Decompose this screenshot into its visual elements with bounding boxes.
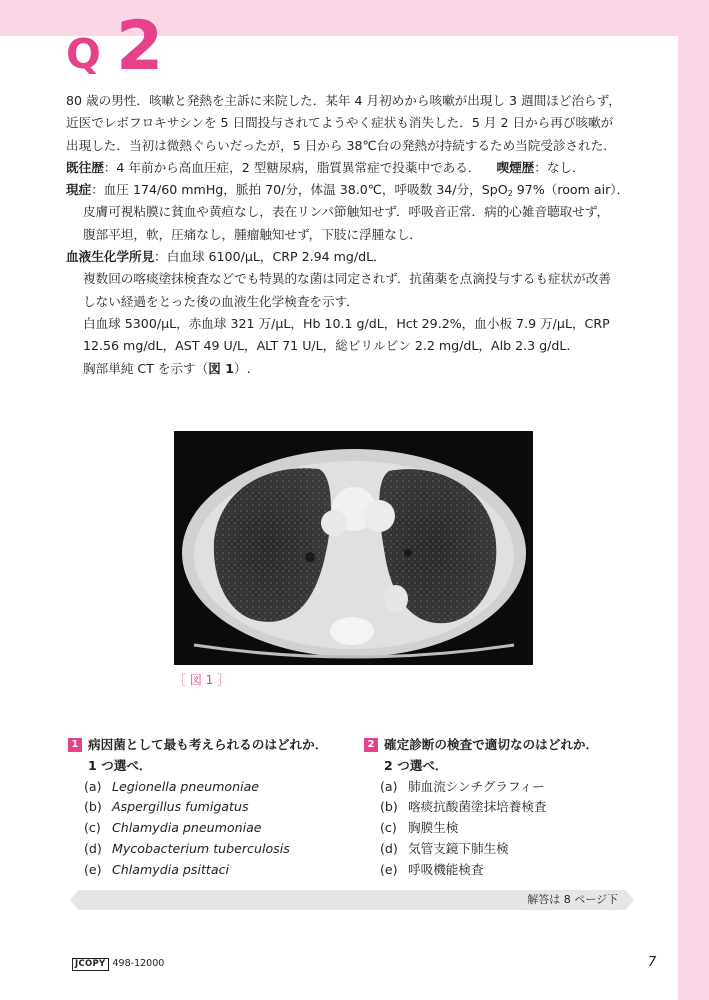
option-key: (d) [84,840,102,856]
present-line [66,179,656,201]
option-text: 胸膜生検 [408,820,459,836]
history-label: 既往歴 [66,159,104,175]
question-1 [68,735,358,881]
option-text: Aspergillus fumigatus [112,799,249,815]
lab-label: 血液生化学所見 [66,249,155,265]
present-label: 現症 [66,182,92,198]
present-detail-1: 皮膚可視粘膜に貧血や黄疸なし，表在リンパ節触知せず．呼吸音正常．病的心雑音聴取せず， [83,204,610,220]
option-text: Chlamydia psittaci [112,861,229,877]
footer-code [72,958,164,971]
case-line-2: 近医でレボフロキサシンを 5 日間投与されてようやく症状も消失した．5 月 2 日から再び咳嗽が [66,115,614,131]
answer-note: 解答は 8 ページ下 [527,893,618,906]
option-text: 肺血流シンチグラフィー [408,778,545,794]
option-text: Chlamydia pneumoniae [112,820,262,836]
option-text: Legionella pneumoniae [112,778,260,794]
ct-text-figure: 図 1 [208,360,234,376]
option-key: (c) [84,820,101,836]
option-key: (c) [380,820,397,836]
answer-note-bar [70,890,634,910]
question-2-option [364,839,664,860]
present-text-1: ：血圧 174/60 mmHg，脈拍 70/分，体温 38.0℃，呼吸数 34/分，SpO [91,182,508,198]
question-1-option [68,860,358,881]
q-number: 2 [116,7,164,86]
side-decorative-band [678,0,709,1000]
chest-ct-image [174,431,533,665]
option-text: 喀痰抗酸菌塗抹培養検査 [408,799,547,815]
option-key: (b) [380,799,398,815]
figure-caption: ［ 図 1 ］ [174,673,230,687]
question-1-option [68,777,358,798]
question-1-option [68,818,358,839]
ct-text-2: ）. [234,360,251,376]
book-code: 498-12000 [112,958,165,969]
option-text: 呼吸機能検査 [408,861,484,877]
ct-text-1: 胸部単純 CT を示す（ [83,360,209,376]
lab-line [66,246,656,268]
question-1-line-1: 病因菌として最も考えられるのはどれか． [88,737,328,752]
q-letter: Q [66,30,101,78]
option-key: (a) [380,778,398,794]
option-key: (a) [84,778,102,794]
option-key: (e) [380,861,398,877]
present-text-2: 97%（room air）． [512,182,630,198]
case-line-3: 出現した．当初は微熱ぐらいだったが，5 日から 38℃台の発熱が持続するため当院受診された． [66,137,616,153]
lab-detail-4: 12.56 mg/dL，AST 49 U/L，ALT 71 U/L，総ビリルビン 2.2 mg/dL，Alb 2.3 g/dL. [83,338,571,354]
option-text: Mycobacterium tuberculosis [112,840,290,856]
smoking-text: ：なし． [534,159,585,175]
smoking-label: 喫煙歴 [496,159,535,175]
lab-detail-1: 複数回の喀痰塗抹検査などでも特異的な菌は同定されず．抗菌薬を点滴投与するも症状が改善 [83,271,611,287]
history-text: ：4 年前から高血圧症，2 型糖尿病，脂質異常症で投薬中である． [103,159,481,175]
question-1-line-2: 1 つ選べ． [88,757,152,773]
option-text: 気管支鏡下肺生検 [408,840,509,856]
question-2-option [364,777,664,798]
history-line [66,157,656,179]
present-sub: 2 [507,189,513,199]
question-2 [364,735,664,881]
question-2-stem [364,735,664,777]
case-description [66,90,656,380]
page-number: 7 [648,955,657,970]
present-detail-2: 腹部平坦，軟，圧痛なし，腫瘤触知せず，下肢に浮腫なし． [83,226,423,242]
question-1-badge: 1 [68,738,82,752]
ct-reference-line [66,358,656,380]
lab-detail-2: しない経過をとった後の血液生化学検査を示す． [83,293,359,309]
lab-text: ：白血球 6100/μL，CRP 2.94 mg/dL． [154,249,386,265]
question-1-option [68,839,358,860]
lab-detail-3: 白血球 5300/μL，赤血球 321 万/μL，Hb 10.1 g/dL，Hct 29.2%，血小板 7.9 万/μL，CRP [83,315,610,331]
option-key: (d) [380,840,398,856]
option-key: (b) [84,799,102,815]
question-2-option [364,818,664,839]
question-2-option [364,860,664,881]
question-2-badge: 2 [364,738,378,752]
top-decorative-band [0,0,709,36]
option-key: (e) [84,861,102,877]
case-line-1: 80 歳の男性．咳嗽と発熱を主訴に来院した．某年 4 月初めから咳嗽が出現し 3 週間ほど治らず， [66,93,621,108]
question-1-option [68,797,358,818]
question-1-stem [68,735,358,777]
question-2-option [364,797,664,818]
question-2-line-2: 2 つ選べ． [384,757,448,773]
question-2-line-1: 確定診断の検査で適切なのはどれか． [384,737,599,752]
jcopy-badge: JCOPY [72,958,109,971]
